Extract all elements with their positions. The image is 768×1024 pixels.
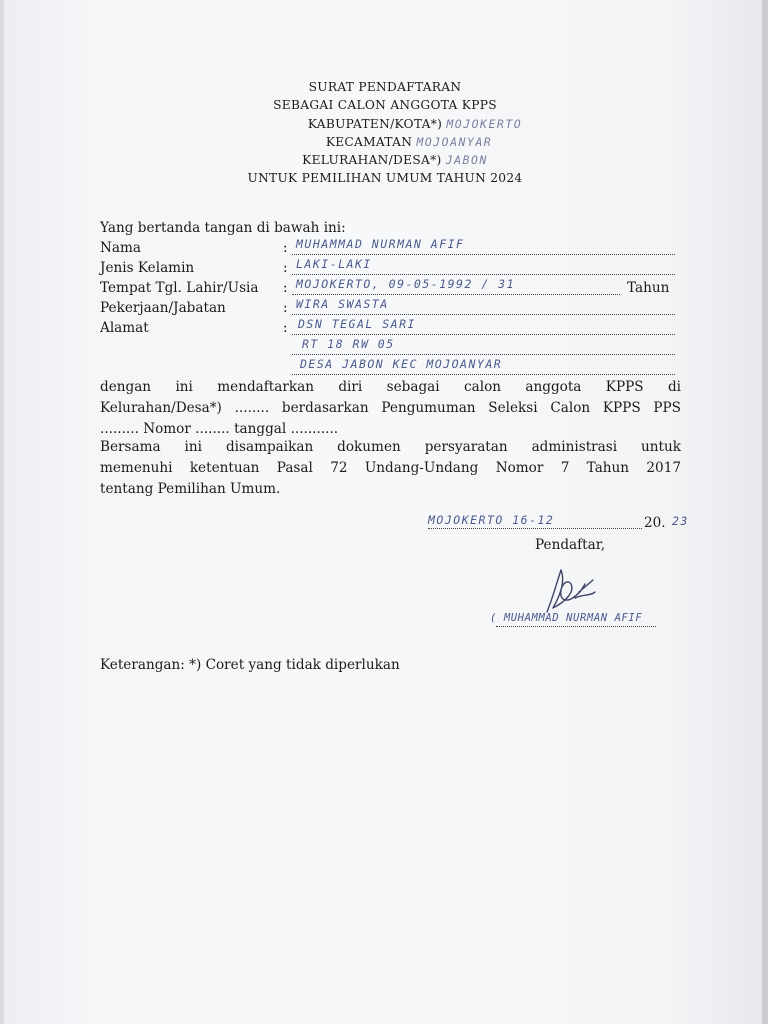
keterangan-note: Keterangan: *) Coret yang tidak diperlukan (100, 657, 400, 673)
ttl-suffix: Tahun (627, 280, 670, 296)
alamat-value-3: DESA JABON KEC MOJOANYAR (300, 357, 503, 371)
year-handwritten: 23 (672, 514, 689, 528)
pendaftar-label: Pendaftar, (535, 537, 606, 553)
kelurahan-value: JABON (445, 153, 488, 168)
place-date-dotted-line (428, 528, 642, 529)
title-line-2: SEBAGAI CALON ANGGOTA KPPS (273, 98, 497, 113)
pekerjaan-label: Pekerjaan/Jabatan (100, 300, 226, 316)
colon: : (283, 240, 288, 256)
paragraph-2-line-1: Bersama ini disampaikan dokumen persyaratan administrasi untuk (100, 439, 681, 455)
alamat-dotted-line-2 (292, 354, 675, 355)
paragraph-1-line-2: Kelurahan/Desa*) ........ berdasarkan Pengumuman Seleksi Calon KPPS PPS (100, 400, 681, 416)
field-nama (100, 237, 680, 260)
title-kecamatan (0, 133, 768, 151)
paragraph-2-line-2: memenuhi ketentuan Pasal 72 Undang-Undang Nomor 7 Tahun 2017 (100, 460, 681, 476)
alamat-value-2: RT 18 RW 05 (302, 337, 395, 351)
kecamatan-label: KECAMATAN (325, 134, 413, 149)
nama-label: Nama (100, 240, 141, 256)
paragraph-2-line-3: tentang Pemilihan Umum. (100, 481, 281, 497)
ttl-value: MOJOKERTO, 09-05-1992 / 31 (296, 277, 516, 291)
alamat-label: Alamat (100, 320, 149, 336)
title-block (0, 78, 768, 188)
nama-value: MUHAMMAD NURMAN AFIF (296, 237, 465, 251)
jenis-kelamin-dotted-line (292, 274, 675, 275)
intro-text: Yang bertanda tangan di bawah ini: (100, 220, 346, 236)
paragraph-documents (100, 437, 681, 500)
year-prefix: 20. (644, 515, 666, 531)
colon: : (283, 320, 288, 336)
colon: : (283, 300, 288, 316)
jenis-kelamin-value: LAKI-LAKI (296, 257, 372, 271)
title-line-6: UNTUK PEMILIHAN UMUM TAHUN 2024 (247, 171, 523, 186)
nama-dotted-line (292, 254, 675, 255)
place-date-value: MOJOKERTO 16-12 (428, 513, 555, 527)
signature-name: ( MUHAMMAD NURMAN AFIF (490, 612, 643, 624)
colon: : (283, 280, 288, 296)
ttl-dotted-line (292, 294, 620, 295)
signature-place-date (428, 513, 698, 535)
paragraph-1-line-1: dengan ini mendaftarkan diri sebagai calon anggota KPPS di (100, 379, 681, 395)
paragraph-1-line-3: ......... Nomor ........ tanggal ........... (100, 421, 339, 437)
alamat-value-1: DSN TEGAL SARI (298, 317, 416, 331)
title-kabupaten (0, 115, 768, 133)
ttl-label: Tempat Tgl. Lahir/Usia (100, 280, 259, 296)
alamat-dotted-line-1 (292, 334, 675, 335)
colon: : (283, 260, 288, 276)
signature-name-dotted-line (496, 626, 656, 627)
kecamatan-value: MOJOANYAR (416, 134, 493, 149)
alamat-dotted-line-3 (292, 374, 675, 375)
kabupaten-value: MOJOKERTO (446, 116, 523, 131)
signature-name-row (490, 612, 680, 632)
title-line-1: SURAT PENDAFTARAN (308, 80, 462, 94)
pekerjaan-value: WIRA SWASTA (296, 297, 389, 311)
kabupaten-label: KABUPATEN/KOTA*) (307, 116, 443, 131)
paragraph-registration (100, 377, 681, 440)
pekerjaan-dotted-line (292, 314, 675, 315)
jenis-kelamin-label: Jenis Kelamin (100, 260, 195, 276)
kelurahan-label: KELURAHAN/DESA*) (302, 153, 442, 168)
title-kelurahan (0, 151, 768, 169)
field-ttl (100, 277, 680, 300)
